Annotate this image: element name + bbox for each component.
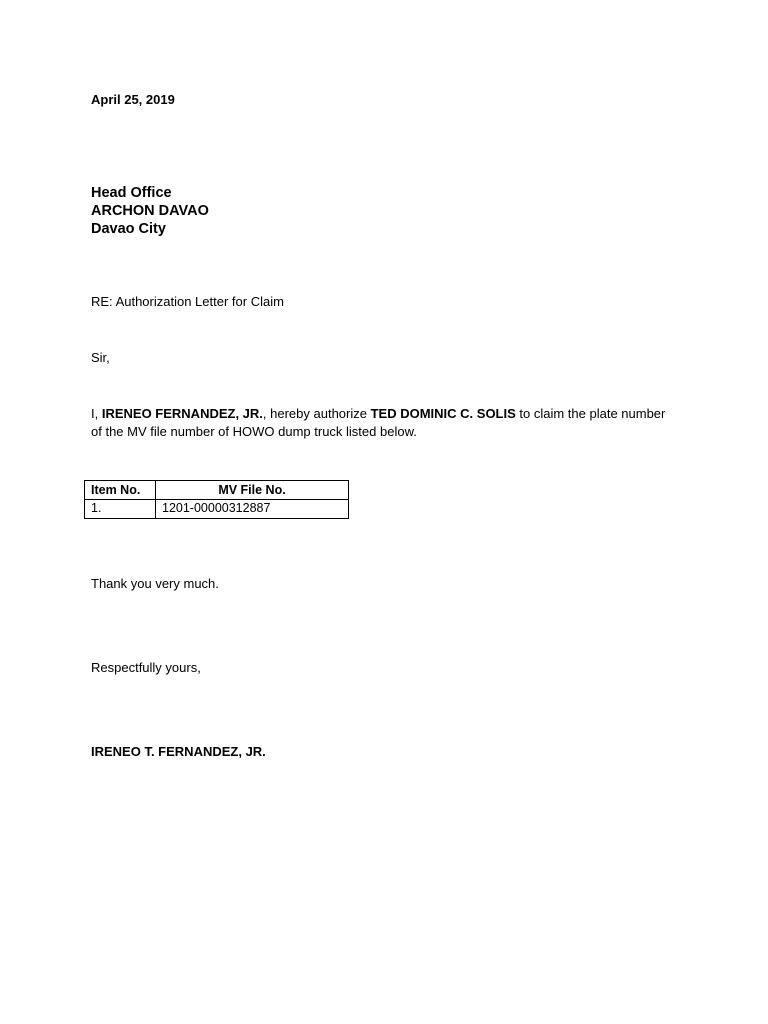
table-row xyxy=(85,500,349,519)
grantor-name: IRENEO FERNANDEZ, JR. xyxy=(101,406,263,421)
salutation: Sir, xyxy=(91,350,110,365)
cell-item-no: 1. xyxy=(85,500,156,519)
header-item-no: Item No. xyxy=(85,481,156,500)
body-suffix: to claim the plate number of the MV file number of HOWO dump truck listed below. xyxy=(91,406,666,439)
cell-mv-file-no: 1201-00000312887 xyxy=(156,500,349,519)
signature-name: IRENEO T. FERNANDEZ, JR. xyxy=(91,744,266,759)
recipient-line-1: Head Office xyxy=(91,185,172,201)
recipient-line-2: ARCHON DAVAO xyxy=(91,203,209,219)
header-mv-file-no: MV File No. xyxy=(156,481,349,500)
closing-line: Respectfully yours, xyxy=(91,660,201,675)
table-header-row xyxy=(85,481,349,500)
body-middle: , hereby authorize xyxy=(262,406,371,421)
vehicle-table xyxy=(84,480,349,519)
body-prefix: I, xyxy=(91,406,102,421)
letter-date: April 25, 2019 xyxy=(91,92,175,107)
grantee-name: TED DOMINIC C. SOLIS xyxy=(370,406,516,421)
subject-line: RE: Authorization Letter for Claim xyxy=(91,294,284,309)
body-paragraph xyxy=(91,405,671,441)
thanks-line: Thank you very much. xyxy=(91,576,219,591)
recipient-line-3: Davao City xyxy=(91,221,166,237)
